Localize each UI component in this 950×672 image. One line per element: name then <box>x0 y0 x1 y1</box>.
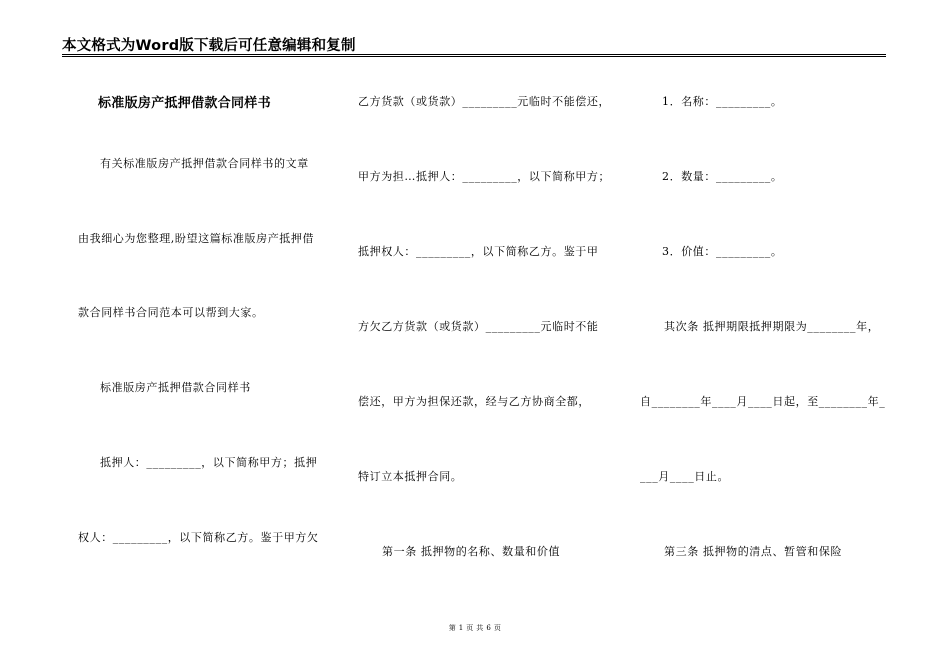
paragraph-line: 权人：_________，以下简称乙方。鉴于甲方欠 <box>78 531 319 544</box>
paragraph-line: 抵押人：_________，以下简称甲方；抵押 <box>100 456 318 469</box>
list-item: 1．名称：_________。 <box>662 95 783 108</box>
document-header: 本文格式为Word版下载后可任意编辑和复制 <box>62 38 356 54</box>
paragraph-line: 有关标准版房产抵押借款合同样书的文章 <box>100 157 309 170</box>
paragraph-line: 款合同样书合同范本可以帮到大家。 <box>78 306 264 319</box>
paragraph-line: 方欠乙方货款（或货款）_________元临时不能 <box>358 320 599 333</box>
paragraph-line: ___月____日止。 <box>640 470 730 483</box>
paragraph-line: 乙方货款（或货款）_________元临时不能偿还， <box>358 95 611 108</box>
page-number: 第 1 页 共 6 页 <box>448 624 502 632</box>
paragraph-line: 自________年____月____日起，至________年_ <box>640 395 886 408</box>
document-title: 标准版房产抵押借款合同样书 <box>98 96 271 111</box>
paragraph-line: 甲方为担…抵押人：_________，以下简称甲方； <box>358 170 611 183</box>
list-item: 2．数量：_________。 <box>662 170 783 183</box>
paragraph-line: 特订立本抵押合同。 <box>358 470 463 483</box>
paragraph-line: 由我细心为您整理,盼望这篇标准版房产抵押借 <box>78 232 315 245</box>
paragraph-line: 其次条 抵押期限抵押期限为________年， <box>664 320 880 333</box>
paragraph-line: 偿还，甲方为担保还款，经与乙方协商全都， <box>358 395 590 408</box>
paragraph-line: 抵押权人：_________，以下简称乙方。鉴于甲 <box>358 245 599 258</box>
list-item: 3．价值：_________。 <box>662 245 783 258</box>
section-heading: 第三条 抵押物的清点、暂管和保险 <box>664 545 843 558</box>
paragraph-line: 标准版房产抵押借款合同样书 <box>100 381 251 394</box>
section-heading: 第一条 抵押物的名称、数量和价值 <box>382 545 561 558</box>
header-rule-bottom <box>62 56 886 57</box>
header-rule-top <box>62 54 886 55</box>
